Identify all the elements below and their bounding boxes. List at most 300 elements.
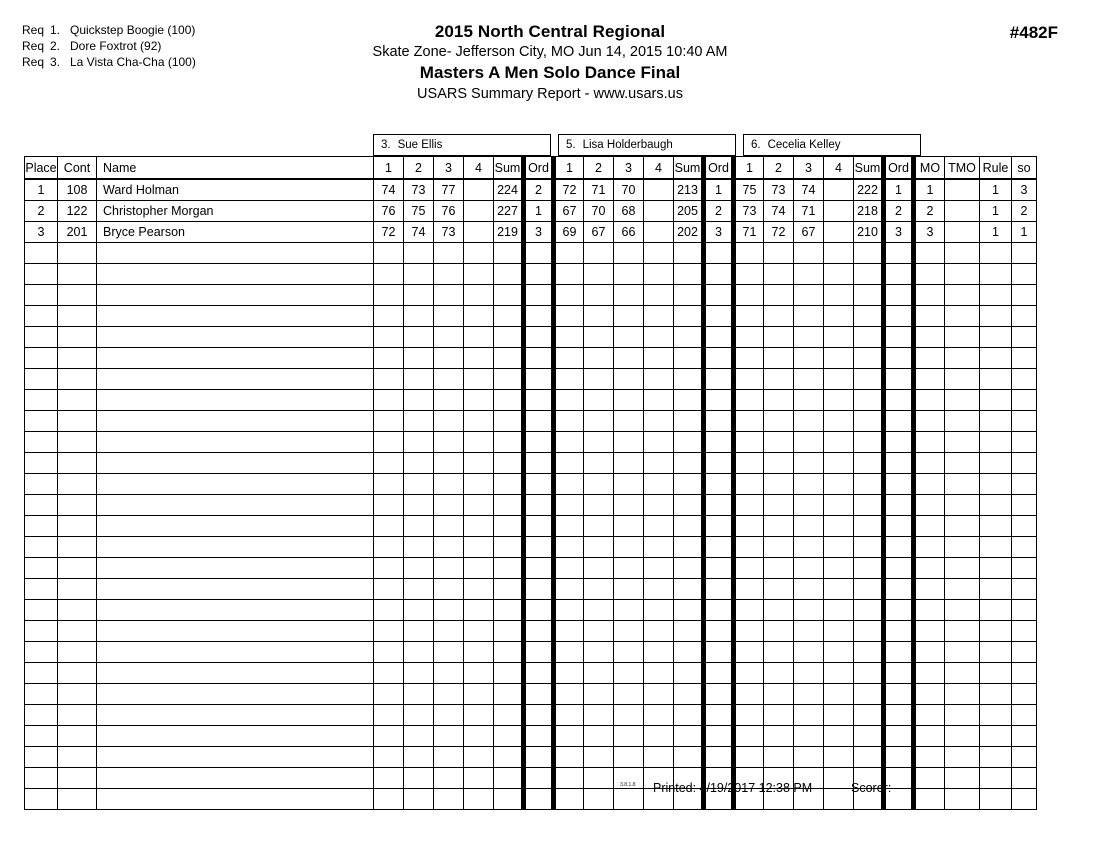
cell-empty [614,453,644,474]
cell-empty [554,579,584,600]
cell-empty [764,243,794,264]
cell-empty [404,705,434,726]
cell-empty [524,306,554,327]
cell-empty [854,516,884,537]
cell-empty [884,369,914,390]
cell-empty [734,390,764,411]
cell-j2-dance3: 70 [614,179,644,201]
table-row[interactable] [25,179,1037,201]
cell-empty [97,390,374,411]
cell-empty [404,579,434,600]
cell-empty [1012,285,1037,306]
cell-tmo [945,179,980,201]
cell-empty [97,411,374,432]
cell-empty [614,705,644,726]
cell-empty [945,537,980,558]
cell-empty [434,579,464,600]
table-row-empty[interactable] [25,369,1037,390]
cell-empty [434,558,464,579]
cell-empty [554,453,584,474]
column-header-j2-dance3: 3 [614,157,644,180]
table-row-empty[interactable] [25,411,1037,432]
cell-empty [644,264,674,285]
cell-empty [914,537,945,558]
judge-name: Cecelia Kelley [767,139,841,151]
column-header-j2-dance4: 4 [644,157,674,180]
cell-empty [644,327,674,348]
cell-j1-dance4 [464,201,494,222]
cell-empty [58,642,97,663]
cell-empty [854,474,884,495]
cell-empty [25,621,58,642]
cell-empty [794,390,824,411]
event-code: #482F [1009,23,1058,42]
cell-empty [434,495,464,516]
cell-cont: 108 [58,179,97,201]
cell-empty [854,411,884,432]
table-row[interactable] [25,222,1037,243]
cell-empty [404,600,434,621]
cell-empty [58,705,97,726]
cell-empty [945,621,980,642]
table-row-empty[interactable] [25,621,1037,642]
cell-j2-dance2: 71 [584,179,614,201]
table-row-empty[interactable] [25,243,1037,264]
cell-empty [884,495,914,516]
requirement-name: La Vista Cha-Cha (100) [70,55,196,69]
cell-empty [404,642,434,663]
cell-empty [58,495,97,516]
cell-empty [58,747,97,768]
requirement-tag: Req [22,23,45,37]
cell-empty [794,663,824,684]
table-row-empty[interactable] [25,474,1037,495]
table-row-empty[interactable] [25,747,1037,768]
cell-empty [25,642,58,663]
cell-j1-sum: 227 [494,201,524,222]
table-row-empty[interactable] [25,684,1037,705]
cell-empty [734,369,764,390]
cell-empty [794,621,824,642]
cell-empty [524,726,554,747]
cell-empty [524,537,554,558]
cell-empty [434,642,464,663]
cell-empty [945,705,980,726]
cell-empty [58,243,97,264]
cell-empty [614,579,644,600]
cell-empty [464,537,494,558]
table-row-empty[interactable] [25,264,1037,285]
cell-empty [614,369,644,390]
cell-empty [824,516,854,537]
cell-empty [945,558,980,579]
cell-empty [734,684,764,705]
cell-name: Bryce Pearson [97,222,374,243]
cell-empty [854,369,884,390]
cell-empty [58,348,97,369]
cell-empty [614,516,644,537]
cell-empty [524,474,554,495]
cell-empty [854,537,884,558]
cell-empty [674,495,704,516]
cell-empty [58,516,97,537]
column-header-j3-dance1: 1 [734,157,764,180]
table-row-empty[interactable] [25,390,1037,411]
cell-empty [554,600,584,621]
cell-empty [25,432,58,453]
cell-empty [554,369,584,390]
table-row-empty[interactable] [25,579,1037,600]
cell-empty [644,348,674,369]
cell-empty [824,600,854,621]
cell-empty [58,684,97,705]
cell-empty [494,600,524,621]
table-row-empty[interactable] [25,663,1037,684]
cell-empty [674,684,704,705]
cell-empty [644,684,674,705]
cell-empty [584,243,614,264]
cell-empty [794,243,824,264]
cell-place: 2 [25,201,58,222]
cell-j2-ord: 3 [704,222,734,243]
cell-empty [404,432,434,453]
cell-empty [674,621,704,642]
cell-empty [524,684,554,705]
cell-empty [25,411,58,432]
cell-j1-dance1: 74 [374,179,404,201]
cell-empty [25,243,58,264]
cell-empty [374,348,404,369]
cell-place: 3 [25,222,58,243]
cell-empty [945,243,980,264]
cell-empty [494,348,524,369]
table-row-empty[interactable] [25,642,1037,663]
cell-empty [494,558,524,579]
cell-empty [584,642,614,663]
cell-empty [980,411,1012,432]
cell-empty [674,747,704,768]
cell-empty [674,264,704,285]
cell-empty [644,663,674,684]
cell-empty [494,621,524,642]
cell-empty [554,432,584,453]
cell-empty [704,726,734,747]
cell-cont: 201 [58,222,97,243]
cell-empty [554,474,584,495]
table-row-empty[interactable] [25,705,1037,726]
cell-empty [97,684,374,705]
cell-empty [25,306,58,327]
requirement-number: 3. [50,55,61,69]
cell-empty [914,390,945,411]
cell-j1-ord: 1 [524,201,554,222]
cell-empty [824,390,854,411]
cell-empty [97,369,374,390]
cell-empty [464,474,494,495]
cell-empty [734,453,764,474]
cell-empty [945,411,980,432]
cell-empty [97,243,374,264]
cell-empty [584,432,614,453]
cell-empty [734,663,764,684]
column-header-j2-dance2: 2 [584,157,614,180]
cell-empty [884,579,914,600]
cell-empty [1012,369,1037,390]
cell-empty [764,747,794,768]
cell-empty [704,453,734,474]
cell-empty [764,537,794,558]
cell-empty [1012,432,1037,453]
cell-empty [97,747,374,768]
cell-empty [464,453,494,474]
requirement-name: Dore Foxtrot (92) [70,39,162,53]
cell-empty [980,642,1012,663]
cell-empty [1012,663,1037,684]
cell-empty [1012,558,1037,579]
cell-empty [884,306,914,327]
cell-empty [980,453,1012,474]
cell-empty [464,747,494,768]
cell-empty [914,558,945,579]
cell-j3-dance2: 74 [764,201,794,222]
cell-j2-ord: 2 [704,201,734,222]
cell-empty [644,579,674,600]
cell-empty [97,663,374,684]
cell-empty [980,495,1012,516]
cell-empty [764,369,794,390]
cell-empty [704,264,734,285]
cell-so: 2 [1012,201,1037,222]
cell-empty [674,600,704,621]
table-row[interactable] [25,201,1037,222]
cell-empty [794,495,824,516]
cell-mo: 1 [914,179,945,201]
cell-empty [25,264,58,285]
cell-empty [58,558,97,579]
cell-empty [374,642,404,663]
cell-empty [644,495,674,516]
cell-empty [524,705,554,726]
cell-empty [584,390,614,411]
cell-empty [434,306,464,327]
cell-empty [794,348,824,369]
cell-empty [584,264,614,285]
cell-empty [914,579,945,600]
cell-empty [704,411,734,432]
cell-j1-sum: 224 [494,179,524,201]
cell-empty [980,726,1012,747]
cell-empty [1012,726,1037,747]
report-subtitle: USARS Summary Report - www.usars.us [417,86,683,102]
cell-empty [674,558,704,579]
cell-empty [25,558,58,579]
cell-empty [794,705,824,726]
cell-j3-sum: 210 [854,222,884,243]
cell-empty [97,600,374,621]
cell-empty [464,390,494,411]
cell-empty [464,285,494,306]
cell-empty [404,684,434,705]
cell-empty [524,411,554,432]
cell-empty [914,726,945,747]
table-row-empty[interactable] [25,432,1037,453]
cell-empty [1012,642,1037,663]
cell-empty [884,516,914,537]
cell-empty [374,516,404,537]
cell-empty [644,558,674,579]
cell-empty [884,390,914,411]
cell-empty [1012,306,1037,327]
cell-empty [404,516,434,537]
cell-empty [704,306,734,327]
cell-empty [404,390,434,411]
cell-empty [434,474,464,495]
cell-j2-dance3: 68 [614,201,644,222]
cell-j3-dance1: 71 [734,222,764,243]
cell-empty [734,579,764,600]
judge-name: Lisa Holderbaugh [582,139,673,151]
cell-empty [824,306,854,327]
table-row-empty[interactable] [25,600,1037,621]
cell-j3-dance3: 71 [794,201,824,222]
cell-empty [97,348,374,369]
cell-empty [854,642,884,663]
cell-empty [674,663,704,684]
cell-empty [884,558,914,579]
table-row-empty[interactable] [25,495,1037,516]
cell-empty [824,369,854,390]
cell-empty [584,306,614,327]
cell-empty [674,390,704,411]
cell-empty [704,348,734,369]
table-row-empty[interactable] [25,453,1037,474]
cell-empty [25,537,58,558]
cell-empty [58,432,97,453]
cell-empty [404,558,434,579]
cell-empty [434,432,464,453]
cell-empty [764,642,794,663]
table-row-empty[interactable] [25,726,1037,747]
cell-empty [404,747,434,768]
cell-empty [404,726,434,747]
cell-empty [980,600,1012,621]
cell-empty [764,600,794,621]
cell-empty [554,537,584,558]
cell-empty [25,348,58,369]
column-header-rule: Rule [980,157,1012,180]
cell-empty [674,537,704,558]
table-row-empty[interactable] [25,306,1037,327]
cell-empty [524,495,554,516]
cell-empty [734,600,764,621]
cell-empty [734,306,764,327]
cell-j1-ord: 2 [524,179,554,201]
table-row-empty[interactable] [25,348,1037,369]
cell-empty [374,684,404,705]
table-row-empty[interactable] [25,537,1037,558]
cell-empty [644,747,674,768]
cell-empty [914,516,945,537]
cell-empty [674,474,704,495]
cell-empty [884,726,914,747]
cell-empty [794,306,824,327]
table-row-empty[interactable] [25,285,1037,306]
cell-empty [494,705,524,726]
cell-empty [434,684,464,705]
table-row-empty[interactable] [25,558,1037,579]
cell-mo: 3 [914,222,945,243]
cell-empty [794,558,824,579]
cell-empty [434,537,464,558]
cell-empty [884,411,914,432]
competition-title: 2015 North Central Regional [434,22,666,41]
cell-empty [97,474,374,495]
cell-j3-dance1: 75 [734,179,764,201]
cell-empty [794,684,824,705]
column-header-j1-dance4: 4 [464,157,494,180]
report-footer [24,782,1036,800]
cell-empty [980,306,1012,327]
cell-empty [97,726,374,747]
cell-empty [914,432,945,453]
cell-empty [584,285,614,306]
cell-empty [554,516,584,537]
cell-empty [434,285,464,306]
cell-j3-dance2: 72 [764,222,794,243]
cell-empty [434,390,464,411]
cell-empty [404,495,434,516]
cell-empty [794,327,824,348]
cell-empty [794,600,824,621]
cell-empty [524,390,554,411]
cell-empty [374,264,404,285]
cell-empty [884,600,914,621]
cell-j3-dance4 [824,222,854,243]
cell-empty [764,516,794,537]
table-row-empty[interactable] [25,327,1037,348]
cell-empty [614,390,644,411]
cell-mo: 2 [914,201,945,222]
cell-empty [884,537,914,558]
cell-empty [97,327,374,348]
cell-empty [464,411,494,432]
requirement-name: Quickstep Boogie (100) [70,23,196,37]
cell-empty [554,327,584,348]
cell-empty [464,264,494,285]
cell-empty [374,369,404,390]
cell-empty [97,537,374,558]
cell-empty [980,264,1012,285]
cell-empty [945,390,980,411]
cell-empty [945,285,980,306]
cell-empty [764,558,794,579]
cell-empty [1012,537,1037,558]
cell-empty [614,432,644,453]
cell-empty [97,705,374,726]
cell-empty [614,663,644,684]
cell-empty [945,684,980,705]
cell-tmo [945,222,980,243]
cell-empty [674,705,704,726]
cell-empty [914,285,945,306]
cell-empty [374,726,404,747]
cell-empty [980,579,1012,600]
column-header-j3-sum: Sum [854,157,884,180]
cell-empty [554,747,584,768]
table-row-empty[interactable] [25,516,1037,537]
cell-j2-dance3: 66 [614,222,644,243]
cell-j1-dance2: 73 [404,179,434,201]
